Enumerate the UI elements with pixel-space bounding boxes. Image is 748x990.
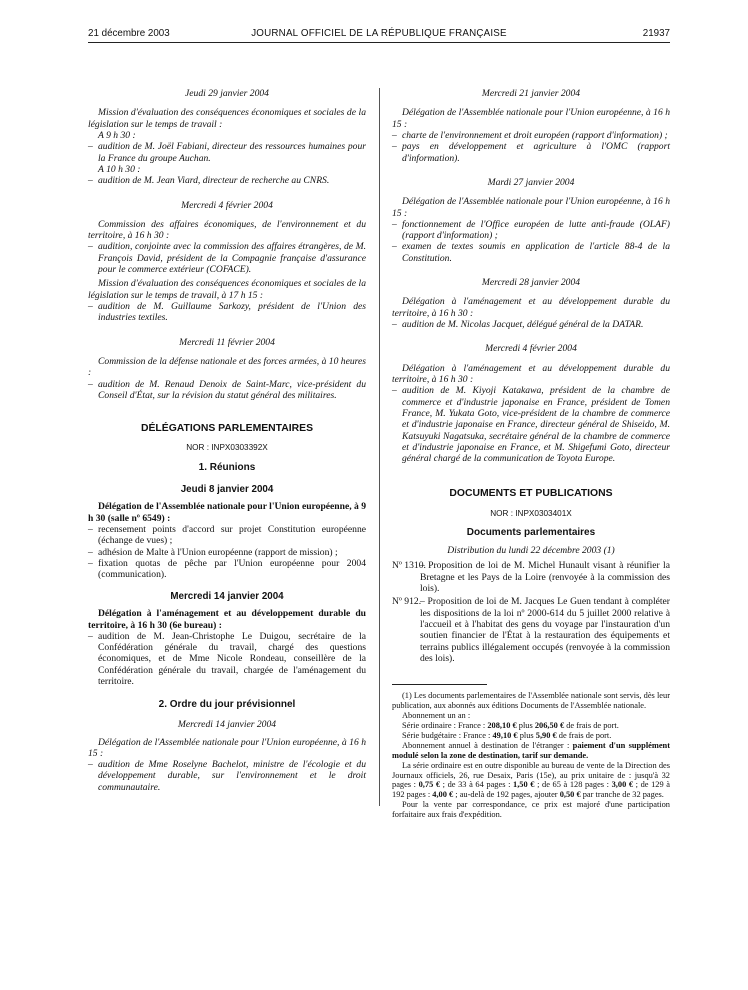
agenda-intro: Mission d'évaluation des conséquences économiques et sociales de la législation sur le temps de travail : <box>88 107 366 130</box>
agenda-date: Mercredi 28 janvier 2004 <box>481 277 581 289</box>
meeting-intro: Délégation de l'Assemblée nationale pour l'Union européenne, à 9 h 30 (salle nº 6549) : <box>88 501 367 524</box>
agenda-intro: Délégation à l'aménagement et au développement durable du territoire, à 16 h 30 : <box>392 296 670 319</box>
document-entry <box>392 560 670 594</box>
meeting-date: Jeudi 8 janvier 2004 <box>180 483 274 495</box>
header-title: JOURNAL OFFICIEL DE LA RÉPUBLIQUE FRANÇAISE <box>251 28 507 39</box>
agenda-time: A 9 h 30 : <box>98 129 136 141</box>
header-page-number: 21937 <box>642 28 670 39</box>
agenda-item: – charte de l'environnement et droit européen (rapport d'information) ; <box>392 130 670 141</box>
agenda-date: Mercredi 4 février 2004 <box>181 199 273 211</box>
section-title: DÉLÉGATIONS PARLEMENTAIRES <box>140 423 314 435</box>
subsection-title: 1. Réunions <box>198 462 256 474</box>
meeting-item: – recensement points d'accord sur projet Constitution européenne (échange de vues) ; <box>88 524 366 547</box>
document-number: Nº 1310. <box>392 560 426 572</box>
agenda-item: – audition de M. Guillaume Sarkozy, président de l'Union des industries textiles. <box>88 301 366 324</box>
distribution-date: Distribution du lundi 22 décembre 2003 (1) <box>447 545 615 557</box>
meeting-item: – fixation quotas de pêche par l'Union européenne pour 2004 (communication). <box>88 558 366 581</box>
subsection-title: 2. Ordre du jour prévisionnel <box>158 699 296 711</box>
agenda-item: – audition de M. Nicolas Jacquet, délégué général de la DATAR. <box>392 319 670 330</box>
left-column <box>88 88 366 793</box>
meeting-item: – adhésion de Malte à l'Union européenne (rapport de mission) ; <box>88 547 366 558</box>
agenda-date: Mercredi 4 février 2004 <box>485 343 577 355</box>
header-rule <box>88 42 670 43</box>
document-entry <box>392 596 670 664</box>
footnote-rule <box>392 684 487 685</box>
footnote-text: Abonnement un an : <box>402 711 471 721</box>
nor-reference: NOR : INPX0303401X <box>490 508 572 518</box>
agenda-intro: Délégation de l'Assemblée nationale pour l'Union européenne, à 16 h 15 : <box>392 107 670 130</box>
document-text: – Proposition de loi de M. Jacques Le Guen tendant à compléter les dispositions de la loi nº 2000-614 du 5 juillet 2000 relative à l'accueil et à l'habitat des gens du voyage par l'instauration d'un soutien financier de l'État à la restauration des équipements et terrains publics illégalement occupés (renvoyée à la commission des lois). <box>420 596 670 664</box>
column-divider <box>379 88 380 806</box>
meeting-date: Mercredi 14 janvier 2004 <box>170 590 284 602</box>
agenda-item: – audition de M. Jean Viard, directeur de recherche au CNRS. <box>88 175 366 186</box>
right-column <box>392 88 670 820</box>
nor-reference: NOR : INPX0303392X <box>186 443 268 453</box>
agenda-date: Mardi 27 janvier 2004 <box>487 176 575 188</box>
agenda-item: – examen de textes soumis en application de l'article 88-4 de la Constitution. <box>392 241 670 264</box>
agenda-intro: Délégation de l'Assemblée nationale pour l'Union européenne, à 16 h 15 : <box>88 736 366 759</box>
agenda-date: Mercredi 21 janvier 2004 <box>481 88 581 99</box>
footnote-price-line: Série ordinaire : France : 208,10 € plus 206,50 € de frais de port. <box>402 721 619 731</box>
footnote-text: Abonnement annuel à destination de l'étranger : paiement d'un supplément modulé selon la zone de destination, tarif sur demande. <box>392 740 671 760</box>
agenda-time: A 10 h 30 : <box>98 163 141 175</box>
footnote-price-line: Série budgétaire : France : 49,10 € plus 5,90 € de frais de port. <box>402 730 612 740</box>
agenda-intro: Mission d'évaluation des conséquences économiques et sociales de la législation sur le temps de travail, à 17 h 15 : <box>88 278 366 301</box>
header-date: 21 décembre 2003 <box>88 28 170 39</box>
agenda-item: – pays en développement et agriculture à l'OMC (rapport d'information). <box>392 141 670 164</box>
agenda-item: – audition, conjointe avec la commission des affaires étrangères, de M. François David, président de la Compagnie française d'assurance pour le commerce extérieur (COFACE). <box>88 241 366 275</box>
agenda-item: – fonctionnement de l'Office européen de lutte anti-fraude (OLAF) (rapport d'information) ; <box>392 219 670 242</box>
subsection-title: Documents parlementaires <box>466 527 596 539</box>
agenda-item: – audition de M. Kiyoji Katakawa, président de la chambre de commerce et d'industrie japonaise en France, président de Tomen France, M. Yukata Goto, vice-président de la chambre de commerce et d'industrie japonaise en France, directeur général de Shiseido, M. Katsuyuki Nagatsuka, secrétaire général de la chambre de commerce et d'industrie japonaise en France, et M. Shigefumi Goto, directeur général chargé de la communication de Toyota Europe. <box>392 385 670 464</box>
meeting-intro: Délégation à l'aménagement et au développement durable du territoire, à 16 h 30 (6e bureau) : <box>88 608 366 631</box>
agenda-date: Jeudi 29 janvier 2004 <box>185 88 269 99</box>
agenda-intro: Délégation de l'Assemblée nationale pour l'Union européenne, à 16 h 15 : <box>392 196 670 219</box>
agenda-date: Mercredi 11 février 2004 <box>179 336 275 348</box>
document-text: – Proposition de loi de M. Michel Hunault visant à réunifier la Bretagne et les Pays de la Loire (renvoyée à la commission des lois). <box>420 560 670 595</box>
meeting-item: – audition de M. Jean-Christophe Le Duigou, secrétaire de la Confédération générale du travail, chargé des questions économiques, et de Mme Nicole Rondeau, conseillère de la Confédération générale du travail, chargée de l'aménagement du territoire. <box>88 631 366 688</box>
section-title: DOCUMENTS ET PUBLICATIONS <box>449 488 613 500</box>
agenda-intro: Délégation à l'aménagement et au développement durable du territoire, à 16 h 30 : <box>392 362 670 385</box>
footnote-text: La série ordinaire est en outre disponible au bureau de vente de la Direction des Journaux officiels, 26, rue Desaix, Paris (15e), au prix unitaire de : jusqu'à 32 pages : 0,75 € ; de 33 à 64 pages : 1,50 € ; de 65 à 128 pages : 3,00 € ; de 129 à 192 pages : 4,00 € ; au-delà de 192 pages, ajouter 0,50 € par tranche de 32 pages. <box>392 760 670 800</box>
agenda-item: – audition de M. Renaud Denoix de Saint-Marc, vice-président du Conseil d'État, sur la révision du statut général des militaires. <box>88 379 366 402</box>
footnote-text: Pour la vente par correspondance, ce prix est majoré d'une participation forfaitaire aux frais d'expédition. <box>392 800 670 820</box>
agenda-item: – audition de Mme Roselyne Bachelot, ministre de l'écologie et du développement durable, sur l'environnement et le droit communautaire. <box>88 759 366 793</box>
agenda-intro: Commission des affaires économiques, de l'environnement et du territoire, à 16 h 30 : <box>88 218 366 242</box>
footnote <box>392 691 670 820</box>
footnote-text: (1) Les documents parlementaires de l'Assemblée nationale sont servis, dès leur publication, aux abonnés aux éditions Documents de l'Assemblée nationale. <box>392 691 670 711</box>
agenda-item: – audition de M. Joël Fabiani, directeur des ressources humaines pour la France du groupe Auchan. <box>88 141 366 164</box>
agenda-intro: Commission de la défense nationale et des forces armées, à 10 heures : <box>88 355 366 379</box>
document-number: Nº 912. <box>392 596 422 608</box>
page-header <box>88 28 670 40</box>
agenda-date: Mercredi 14 janvier 2004 <box>177 719 277 731</box>
